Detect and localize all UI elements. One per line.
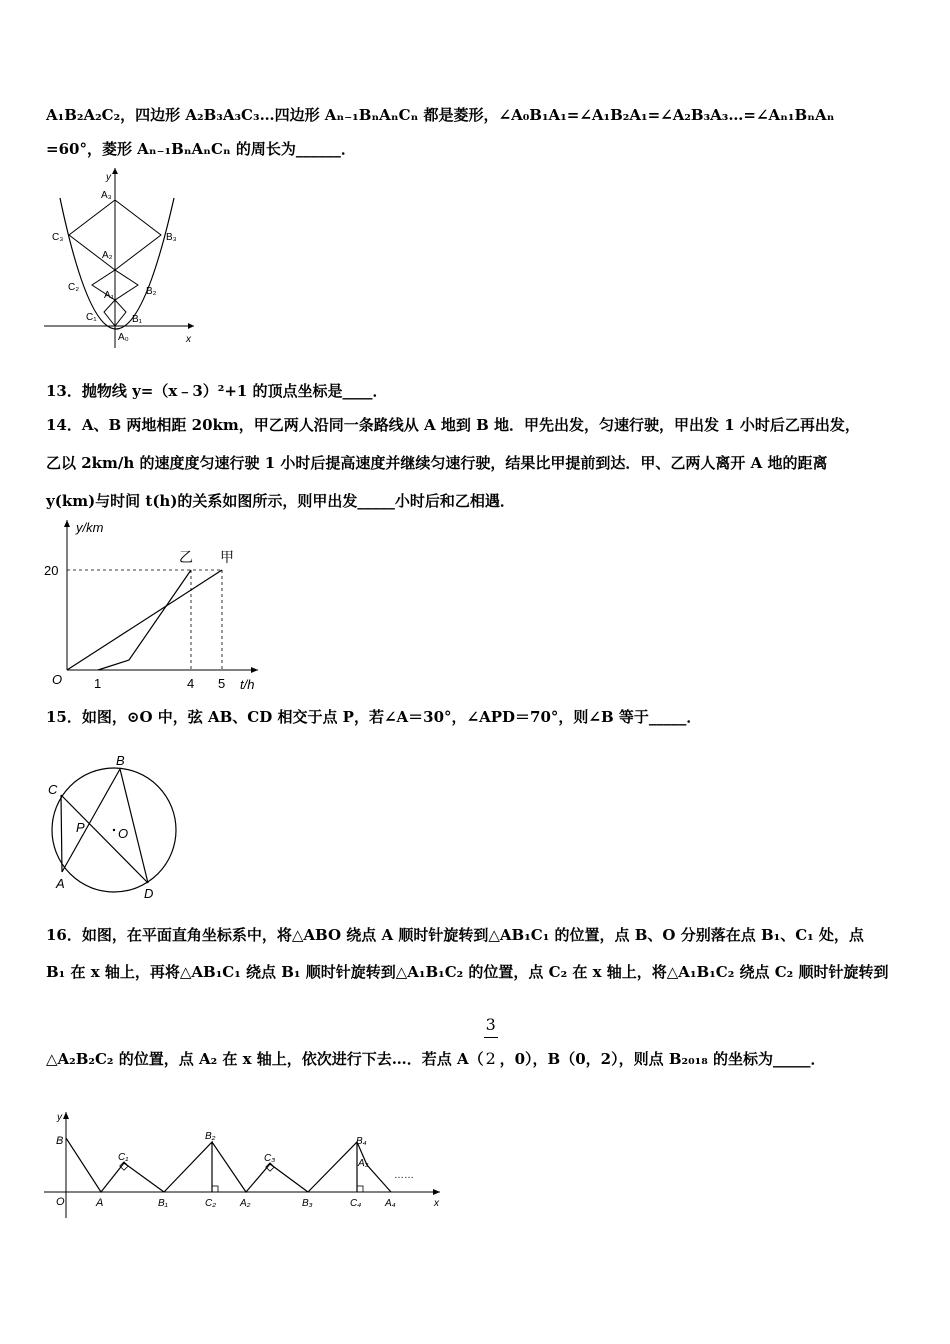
q16-B3-label: B₃: [302, 1198, 313, 1209]
q16-A2-label: A₂: [240, 1198, 251, 1209]
q14-series-label-1: 乙: [179, 549, 193, 565]
q16-C2-label: C₂: [205, 1198, 217, 1209]
q12-A0-label: A₀: [118, 332, 129, 343]
q16-B2-label: B₂: [205, 1131, 216, 1142]
q16-rotation-figure: [44, 1108, 460, 1222]
q12-line2: =60°，菱形 Aₙ₋₁BₙAₙCₙ 的周长为______．: [46, 140, 356, 158]
q14-origin: O: [52, 672, 63, 687]
q14-xtick-1: 1: [94, 676, 102, 691]
q14-line2: 乙以 2km/h 的速度度匀速行驶 1 小时后提高速度并继续匀速行驶，结果比甲提前到达．甲、乙两人离开 A 地的距离: [46, 454, 828, 472]
q16-line1: 16．如图，在平面直角坐标系中，将△ABO 绕点 A 顺时针旋转到△AB₁C₁ 的位置，点 B、O 分别落在点 B₁、C₁ 处，点: [46, 926, 864, 944]
q16-C1-label: C₁: [118, 1152, 129, 1163]
q12-C3-label: C₃: [52, 232, 64, 243]
q12-B1-label: B₁: [132, 314, 143, 325]
q13-text: 13．抛物线 y=（x﹣3）²+1 的顶点坐标是____．: [46, 382, 388, 400]
q16-line3-start: △A₂B₂C₂ 的位置，点 A₂ 在 x 轴上，依次进行下去…．若点 A（: [46, 1050, 484, 1068]
q12-parabola-figure: [44, 160, 204, 350]
q14-line1: 14．A、B 两地相距 20km，甲乙两人沿同一条路线从 A 地到 B 地．甲先出发，匀速行驶，甲出发 1 小时后乙再出发，: [46, 416, 860, 434]
q16-B-label: B: [56, 1135, 64, 1147]
q16-line3-end: ，0），B（0，2），则点 B₂₀₁₈ 的坐标为_____．: [499, 1050, 826, 1068]
q14-ytick-20: 20: [44, 563, 59, 578]
q12-C2-label: C₂: [68, 282, 80, 293]
q16-A4-label: A₄: [385, 1198, 396, 1209]
q12-y-label: y: [106, 172, 111, 183]
q12-C1-label: C₁: [86, 312, 97, 323]
q16-fraction: [484, 1015, 500, 1068]
q14-ylabel: y/km: [76, 520, 104, 535]
q14-xlabel: t/h: [240, 677, 255, 692]
q16-frac-denominator: 2: [485, 1049, 496, 1068]
q16-O-label: O: [56, 1196, 65, 1208]
q16-line3: [46, 1015, 826, 1069]
q14-series-label-0: 甲: [220, 549, 234, 565]
q16-B1-label: B₁: [158, 1198, 168, 1209]
q16-y-label: y: [57, 1112, 62, 1123]
q16-C3-label: C₃: [264, 1153, 276, 1164]
q12-A3-label: A₃: [101, 190, 112, 201]
q14-line3: y(km)与时间 t(h)的关系如图所示，则甲出发_____小时后和乙相遇．: [46, 492, 515, 510]
q15-B-label: B: [116, 753, 125, 768]
q16-ellipsis: ……: [394, 1170, 414, 1181]
q16-A3-label: A₃: [358, 1158, 369, 1169]
q15-D-label: D: [144, 886, 154, 900]
q12-line1: A₁B₂A₂C₂，四边形 A₂B₃A₃C₃…四边形 Aₙ₋₁BₙAₙCₙ 都是菱形，∠A₀B₁A₁=∠A₁B₂A₁=∠A₂B₃A₃…=∠Aₙ₁BₙAₙ: [46, 106, 835, 124]
q16-B4-label: B₄: [356, 1136, 367, 1147]
q15-A-label: A: [56, 876, 65, 891]
q12-B3-label: B₃: [166, 232, 177, 243]
q15-text: 15．如图，⊙O 中，弦 AB、CD 相交于点 P，若∠A＝30°，∠APD＝70°，则∠B 等于_____．: [46, 708, 702, 726]
q14-distance-time-chart: [40, 514, 280, 694]
q16-C4-label: C₄: [350, 1198, 362, 1209]
q14-series-line-0: [67, 570, 222, 670]
q15-P-label: P: [76, 820, 85, 835]
q12-A2-label: A₂: [102, 250, 113, 261]
q15-C-label: C: [48, 782, 58, 797]
q14-xtick-4: 4: [187, 676, 195, 691]
q15-O-label: O: [118, 826, 129, 841]
q12-A1-label: A₁: [104, 290, 115, 301]
q14-xtick-5: 5: [218, 676, 226, 691]
q15-circle-figure: [44, 750, 184, 900]
q12-x-label: x: [186, 334, 191, 345]
q16-A-label: A: [96, 1197, 104, 1209]
q16-x-label: x: [434, 1198, 439, 1209]
q16-line2: B₁ 在 x 轴上，再将△AB₁C₁ 绕点 B₁ 顺时针旋转到△A₁B₁C₂ 的位置，点 C₂ 在 x 轴上，将△A₁B₁C₂ 绕点 C₂ 顺时针旋转到: [46, 963, 889, 981]
q12-B2-label: B₂: [146, 286, 157, 297]
q16-frac-numerator: 3: [485, 1015, 496, 1034]
